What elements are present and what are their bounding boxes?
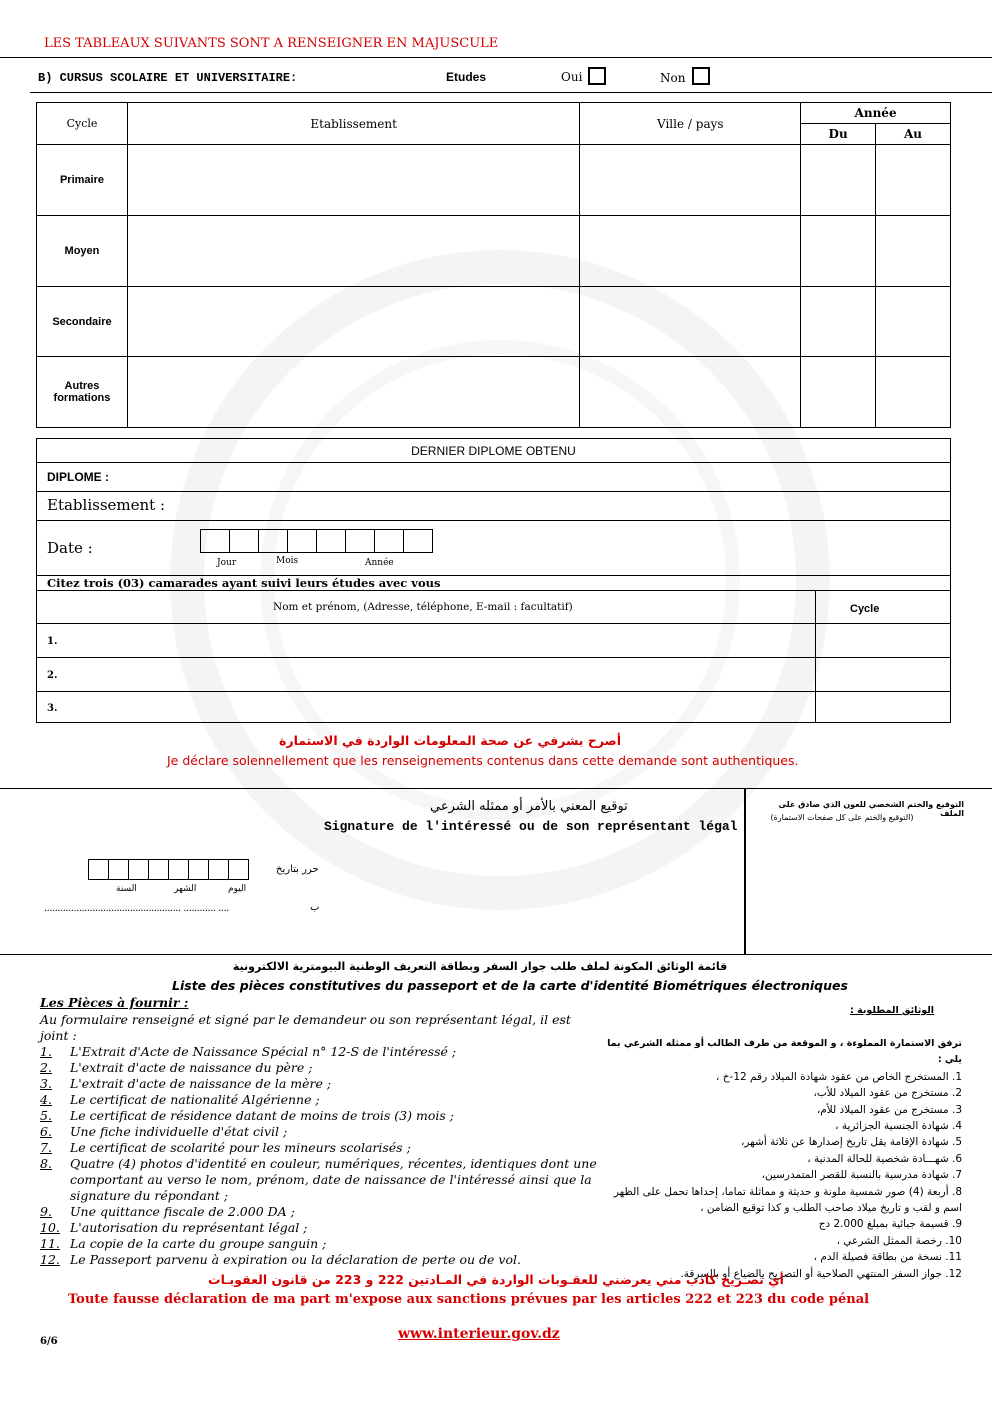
cell-ville[interactable] (580, 357, 801, 428)
header-etablissement: Etablissement (127, 103, 579, 145)
signature-arabic-title: توقيع المعني بالأمر أو ممثله الشرعي (430, 799, 628, 814)
list-item: 8. أربعة (4) صور شمسية ملونة و حديثة و مماثلة تماما، إحداها تحمل على الظهر اسم و لقب و تاريخ ميلاد صاحب الطلب و كذا توقيع الضامن ، (613, 1185, 962, 1215)
signature-divider (744, 789, 746, 954)
annee-label: Année (365, 558, 394, 568)
cell-du[interactable] (801, 145, 876, 216)
cell-etablissement[interactable] (127, 216, 579, 287)
oui-label: Oui (561, 70, 583, 84)
list-item: 1. المستخرج الخاص من عقود شهادة الميلاد رقم 12-خ ، (716, 1070, 962, 1083)
col-cycle-header: Cycle (850, 603, 880, 615)
list-item: 1. L'Extrait d'Acte de Naissance Spécial n° 12-S de l'intéressé ; (40, 1044, 457, 1059)
list-item: 9. قسيمة جبائية بمبلغ 2.000 دج (818, 1218, 962, 1231)
jour-label: Jour (217, 558, 237, 568)
header-ville: Ville / pays (580, 103, 801, 145)
section-b-title: B) CURSUS SCOLAIRE ET UNIVERSITAIRE: (38, 71, 298, 85)
shahr-label: الشهر (174, 884, 197, 894)
list-item: 8. Quatre (4) photos d'identité en couleur, numériques, récentes, identiques dont une comportant au verso le nom, prénom, date de naissance de l'intéressé ainsi que la signature du répondant ; (40, 1156, 597, 1203)
camarade-row[interactable] (37, 692, 950, 722)
list-item: 11. La copie de la carte du groupe sanguin ; (40, 1236, 327, 1251)
list-item: 2. L'extrait d'acte de naissance du père ; (40, 1060, 313, 1075)
signature-date-cells[interactable] (89, 859, 249, 880)
row-label-autres: Autres formations (37, 357, 128, 428)
cell-etablissement[interactable] (127, 145, 579, 216)
header-annee: Année (801, 103, 951, 124)
ar-heading: الوثائق المطلوبة : (850, 1005, 935, 1016)
cell-etablissement[interactable] (127, 357, 579, 428)
declaration-french: Je déclare solennellement que les renseignements contenus dans cette demande sont authentiques. (167, 753, 799, 768)
section-divider (30, 92, 992, 93)
fr-list (40, 1012, 600, 1268)
mois-label: Mois (276, 556, 299, 566)
majuscule-notice: LES TABLEAUX SUIVANTS SONT A RENSEIGNER EN MAJUSCULE (44, 36, 499, 51)
ar-list (592, 1036, 962, 1282)
page-number: 6/6 (40, 1336, 58, 1347)
list-item: 3. L'extrait d'acte de naissance de la mère ; (40, 1076, 332, 1091)
list-item: 6. شهـــادة شخصية للحالة المدنية ، (807, 1152, 962, 1165)
date-row (37, 521, 950, 576)
pieces-french-title: Liste des pièces constitutives du passeport et de la carte d'identité Biométriques électroniques (172, 978, 848, 993)
yawm-label: اليوم (228, 884, 247, 894)
diplome-box (36, 438, 951, 723)
row-number: 1. (47, 636, 58, 647)
cursus-table (36, 102, 951, 428)
list-item: 3. مستخرج من عقود الميلاد للأم، (816, 1103, 962, 1116)
header-du: Du (801, 124, 876, 145)
cell-etablissement[interactable] (127, 287, 579, 357)
diplome-label: DIPLOME : (47, 470, 109, 484)
list-item: 6. Une fiche individuelle d'état civil ; (40, 1124, 288, 1139)
place-dotted-line[interactable]: ................................................... ............ .... (44, 903, 229, 914)
fr-intro: Au formulaire renseigné et signé par le demandeur ou son représentant légal, il est joint : (40, 1012, 571, 1043)
header-divider (0, 57, 992, 58)
row-number: 3. (47, 703, 58, 714)
penal-arabic: أي تصـريح كاذب مني يعرضني للعقـوبات الواردة في المـادتين 222 و 223 من قانون العقوبـات (208, 1272, 784, 1287)
cell-au[interactable] (876, 357, 951, 428)
row-label-moyen: Moyen (37, 216, 128, 287)
header-au: Au (876, 124, 951, 145)
website-link[interactable]: www.interieur.gov.dz (398, 1326, 560, 1342)
col-nom-header: Nom et prénom, (Adresse, téléphone, E-mail : facultatif) (273, 601, 573, 613)
etablissement-row[interactable] (37, 492, 950, 521)
etudes-label: Etudes (446, 70, 487, 84)
cell-ville[interactable] (580, 145, 801, 216)
cell-ville[interactable] (580, 216, 801, 287)
non-checkbox[interactable] (692, 67, 710, 85)
stamp-arabic-sub: (التوقيع والختم على كل صفحات الاستمارة) (770, 813, 914, 822)
date-cells[interactable] (201, 529, 433, 553)
non-label: Non (660, 71, 686, 85)
fr-heading: Les Pièces à fournir : (40, 995, 189, 1010)
list-item: 12. جواز السفر المنتهي الصلاحية أو التصريح بالضياع أو بالسرقة. (680, 1267, 962, 1280)
harrar-label: حرر بتاريخ (276, 864, 319, 875)
row-number: 2. (47, 670, 58, 681)
camarade-row[interactable] (37, 658, 950, 692)
row-label-primaire: Primaire (37, 145, 128, 216)
signature-box (0, 788, 992, 955)
etablissement-label: Etablissement : (47, 496, 166, 514)
pieces-arabic-title: قائمة الوثائق المكونة لملف طلب جواز السفر وبطاقة التعريف الوطنية البيومترية الالكترونية (232, 960, 728, 973)
list-item: 7. Le certificat de scolarité pour les mineurs scolarisés ; (40, 1140, 411, 1155)
stamp-arabic-title: التوقيع والختم الشخصي للعون الذي صادق على الملف (778, 800, 964, 818)
cell-au[interactable] (876, 145, 951, 216)
diplome-row[interactable] (37, 463, 950, 492)
cell-ville[interactable] (580, 287, 801, 357)
bi-label: ب (310, 902, 320, 913)
oui-checkbox[interactable] (588, 67, 606, 85)
list-item: 10. رخصة الممثل الشرعي ، (836, 1234, 962, 1247)
list-item: 10. L'autorisation du représentant légal ; (40, 1220, 308, 1235)
list-item: 9. Une quittance fiscale de 2.000 DA ; (40, 1204, 295, 1219)
diplome-title: DERNIER DIPLOME OBTENU (37, 439, 950, 463)
cell-du[interactable] (801, 357, 876, 428)
camarades-header (37, 591, 950, 624)
list-item: 5. شهادة الإقامة يقل تاريخ إصدارها عن ثلاثة أشهر، (741, 1136, 962, 1149)
cell-du[interactable] (801, 216, 876, 287)
citez-row (37, 576, 950, 591)
penal-french: Toute fausse déclaration de ma part m'expose aux sanctions prévues par les articles 222 et 223 du code pénal (68, 1292, 870, 1307)
list-item: 12. Le Passeport parvenu à expiration ou la déclaration de perte ou de vol. (40, 1252, 521, 1267)
citez-label: Citez trois (03) camarades ayant suivi leurs études avec vous (47, 576, 441, 590)
list-item: 4. شهادة الجنسية الجزائرية ، (835, 1120, 962, 1133)
list-item: 11. نسخة من بطاقة فصيلة الدم ، (813, 1251, 962, 1264)
cell-au[interactable] (876, 216, 951, 287)
list-item: 7. شهادة مدرسية بالنسبة للقصر المتمدرسين، (761, 1169, 962, 1182)
declaration-arabic: أصرح بشرفي عن صحة المعلومات الواردة في الاستمارة (279, 733, 621, 748)
header-cycle: Cycle (37, 103, 128, 145)
list-item: 2. مستخرج من عقود الميلاد للأب، (813, 1087, 962, 1100)
list-item: 5. Le certificat de résidence datant de moins de trois (3) mois ; (40, 1108, 454, 1123)
sana-label: السنة (116, 884, 137, 894)
cell-du[interactable] (801, 287, 876, 357)
cell-au[interactable] (876, 287, 951, 357)
date-label: Date : (47, 539, 93, 557)
ar-intro: ترفق الاستمارة المملوءة ، و الموقعة من طرف الطالب أو ممثله الشرعي بما يلي : (607, 1038, 962, 1066)
signature-french-title: Signature de l'intéressé ou de son représentant légal (324, 819, 738, 834)
camarade-row[interactable] (37, 624, 950, 658)
list-item: 4. Le certificat de nationalité Algérienne ; (40, 1092, 320, 1107)
row-label-secondaire: Secondaire (37, 287, 128, 357)
